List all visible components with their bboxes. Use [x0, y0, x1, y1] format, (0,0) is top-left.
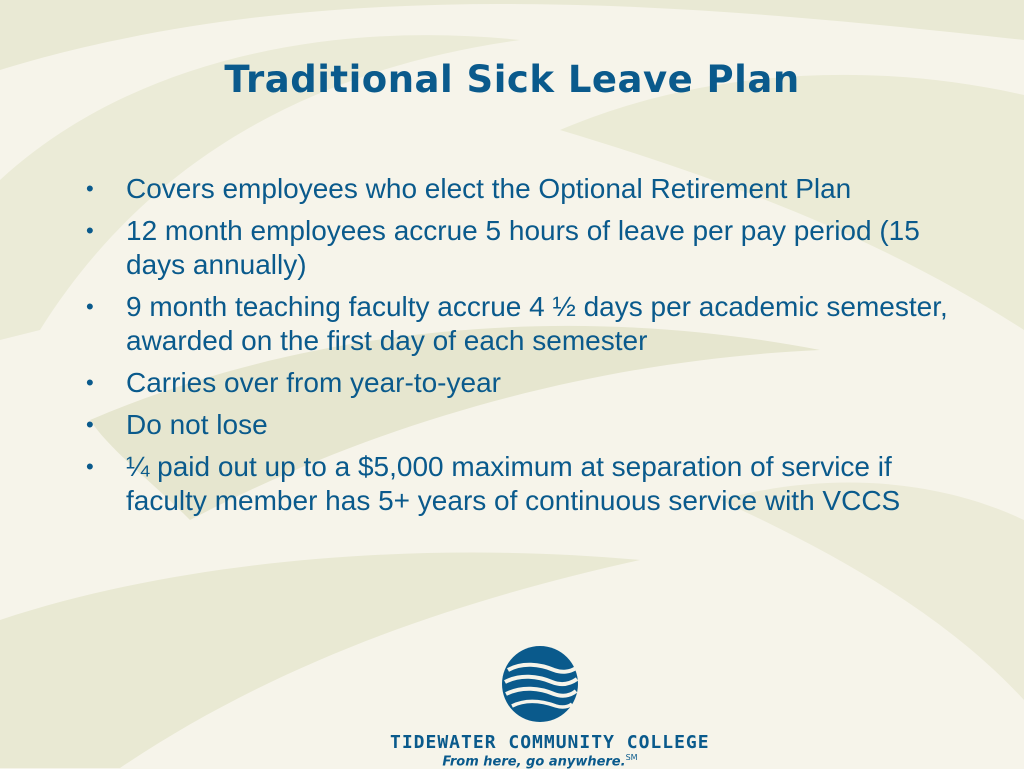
service-mark: SM: [625, 753, 638, 762]
bullet-text: ¼ paid out up to a $5,000 maximum at separation of service if faculty member has 5+ years of continuous service with VCCS: [126, 451, 901, 516]
bullet-text: Do not lose: [126, 409, 268, 440]
bullet-marker: •: [86, 218, 94, 243]
bullet-marker: •: [86, 454, 94, 479]
bullet-item: [82, 214, 952, 282]
bullet-text: 9 month teaching faculty accrue 4 ½ days per academic semester, awarded on the first day of each semester: [126, 291, 948, 356]
bullet-item: [82, 408, 952, 442]
bullet-marker: •: [86, 370, 94, 395]
bullet-marker: •: [86, 176, 94, 201]
bullet-item: [82, 450, 952, 518]
bullet-text: 12 month employees accrue 5 hours of leave per pay period (15 days annually): [126, 215, 920, 280]
bullet-item: [82, 172, 952, 206]
bullet-text: Covers employees who elect the Optional Retirement Plan: [126, 173, 852, 204]
wave-globe-icon: [500, 644, 580, 724]
college-name: TIDEWATER COMMUNITY COLLEGE: [390, 732, 710, 753]
slide-title: Traditional Sick Leave Plan: [224, 58, 800, 101]
college-tagline: [390, 753, 690, 769]
college-logo: [390, 644, 710, 769]
bullet-marker: •: [86, 294, 94, 319]
tagline-text: From here, go anywhere.: [442, 754, 626, 769]
bullet-marker: •: [86, 412, 94, 437]
bullet-item: [82, 366, 952, 400]
bullet-item: [82, 290, 952, 358]
bullet-list: [82, 172, 952, 526]
bullet-text: Carries over from year-to-year: [126, 367, 501, 398]
